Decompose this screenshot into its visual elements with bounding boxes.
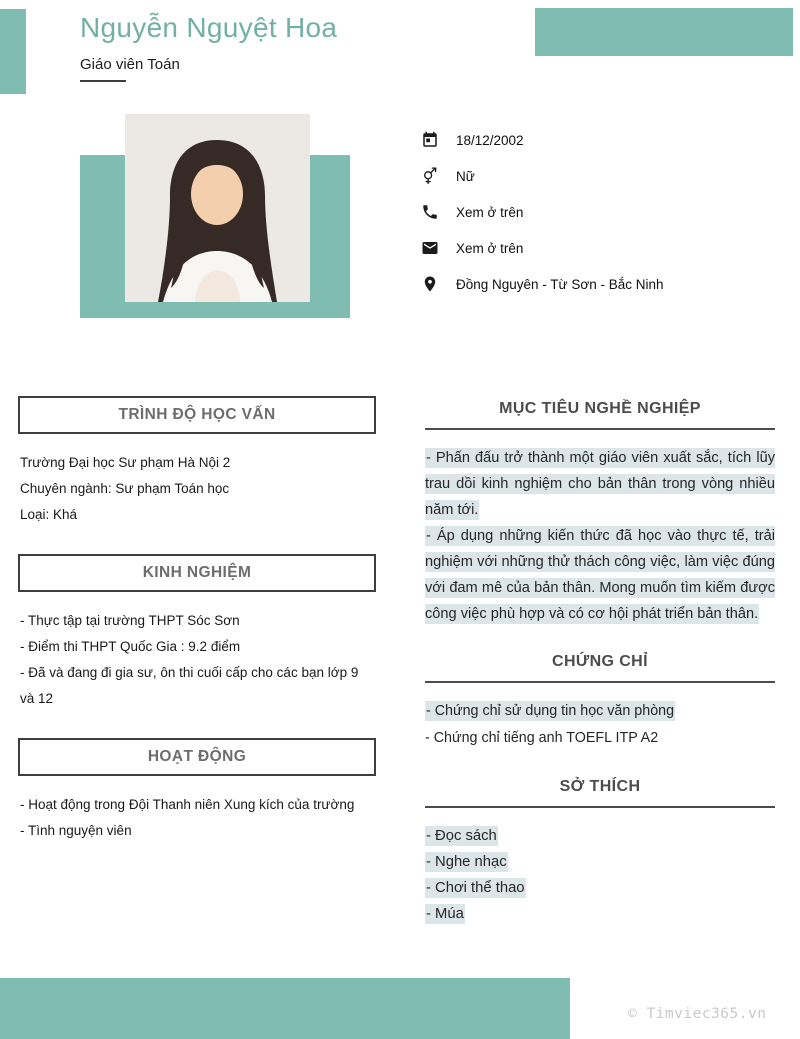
section-objective-body <box>425 445 775 627</box>
hobby-item <box>425 901 775 927</box>
experience-line: - Thực tập tại trường THPT Sóc Sơn <box>20 613 240 628</box>
section-activities-heading: HOẠT ĐỘNG <box>18 738 376 776</box>
certificate-line: - Chứng chỉ tiếng anh TOEFL ITP A2 <box>425 730 659 746</box>
highlighted-text: - Múa <box>426 906 464 922</box>
contact-row-address <box>420 266 788 302</box>
objective-paragraph <box>425 445 775 523</box>
gender-icon <box>420 166 440 186</box>
section-education <box>18 396 376 528</box>
experience-line: - Đã và đang đi gia sư, ôn thi cuối cấp cho các bạn lớp 9 và 12 <box>20 665 359 706</box>
highlighted-text: - Áp dụng những kiến thức đã học vào thực tế, trải nghiệm với những thử thách công việc, làm việc đúng với đam mê của bản thân. Mong muốn tìm kiếm được công việc phù hợp và có cơ hội phát triển bản thân. <box>425 528 775 622</box>
education-line: Trường Đại học Sư phạm Hà Nội 2 <box>20 455 231 470</box>
accent-bar-bottom <box>0 978 570 1039</box>
calendar-icon <box>420 130 440 150</box>
education-line: Chuyên ngành: Sư phạm Toán học <box>20 481 230 496</box>
experience-line: - Điểm thi THPT Quốc Gia : 9.2 điểm <box>20 639 241 654</box>
section-education-heading: TRÌNH ĐỘ HỌC VẤN <box>18 396 376 434</box>
section-certificates <box>425 653 775 752</box>
section-activities-body <box>18 792 376 844</box>
contact-row-email <box>420 230 788 266</box>
job-title-underline <box>80 80 126 82</box>
activity-line: - Hoạt động trong Đội Thanh niên Xung kích của trường <box>20 797 355 812</box>
highlighted-text: - Chứng chỉ sử dụng tin học văn phòng <box>426 703 675 719</box>
email-icon <box>420 238 440 258</box>
phone-icon <box>420 202 440 222</box>
section-hobbies <box>425 778 775 927</box>
section-certificates-body <box>425 698 775 752</box>
left-column <box>18 396 376 870</box>
section-experience-body <box>18 608 376 712</box>
highlighted-text: - Chơi thể thao <box>426 880 525 896</box>
contact-list <box>420 122 788 302</box>
highlighted-text: - Đọc sách <box>426 828 497 844</box>
contact-row-birthdate <box>420 122 788 158</box>
hobby-item <box>425 875 775 901</box>
section-objective <box>425 400 775 627</box>
section-experience-heading: KINH NGHIỆM <box>18 554 376 592</box>
profile-photo-illustration <box>125 114 310 302</box>
section-experience <box>18 554 376 712</box>
highlighted-text: - Phấn đấu trở thành một giáo viên xuất sắc, tích lũy trau dồi kinh nghiệm cho bản thân trong vòng nhiều năm tới. <box>425 450 775 518</box>
contact-row-gender <box>420 158 788 194</box>
location-icon <box>420 274 440 294</box>
section-certificates-heading: CHỨNG CHỈ <box>425 653 775 683</box>
highlighted-text: - Nghe nhạc <box>426 854 507 870</box>
section-hobbies-heading: SỞ THÍCH <box>425 778 775 808</box>
job-title: Giáo viên Toán <box>80 56 180 73</box>
certificate-line <box>425 698 775 725</box>
activity-line: - Tình nguyện viên <box>20 823 132 838</box>
gender-value: Nữ <box>456 168 475 184</box>
email-value: Xem ở trên <box>456 240 524 256</box>
hobby-item <box>425 849 775 875</box>
birthdate-value: 18/12/2002 <box>456 132 524 148</box>
accent-bar-top-left <box>0 9 26 94</box>
right-column <box>425 400 775 953</box>
contact-row-phone <box>420 194 788 230</box>
section-hobbies-body <box>425 823 775 927</box>
address-value: Đồng Nguyên - Từ Sơn - Bắc Ninh <box>456 276 664 292</box>
hobby-item <box>425 823 775 849</box>
section-education-body <box>18 450 376 528</box>
phone-value: Xem ở trên <box>456 204 524 220</box>
objective-paragraph <box>425 523 775 627</box>
accent-bar-top-right <box>535 8 793 56</box>
candidate-name: Nguyễn Nguyệt Hoa <box>80 12 338 43</box>
section-objective-heading: MỤC TIÊU NGHỀ NGHIỆP <box>425 400 775 430</box>
education-line: Loại: Khá <box>20 507 78 522</box>
watermark-text: © Timviec365.vn <box>628 1006 767 1022</box>
profile-photo <box>125 114 310 302</box>
section-activities <box>18 738 376 844</box>
